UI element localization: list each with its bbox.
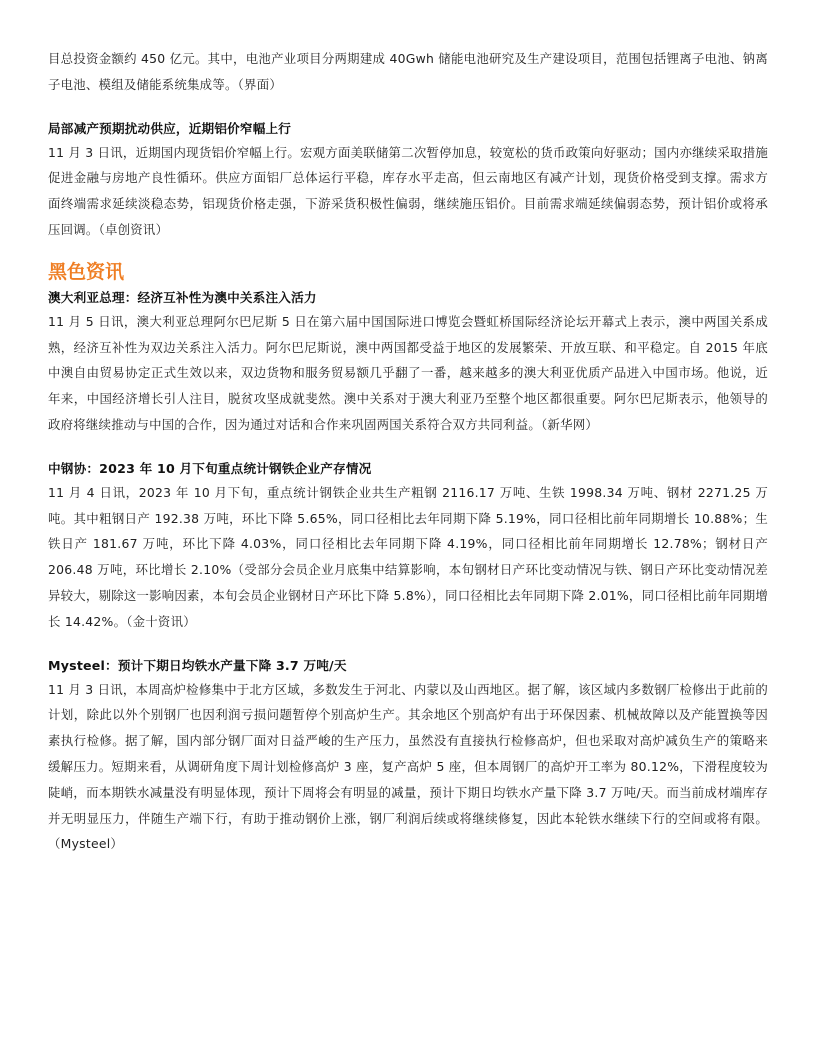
spacer [48, 243, 768, 257]
intro-paragraph: 目总投资金额约 450 亿元。其中，电池产业项目分两期建成 40Gwh 储能电池研究及生产建设项目，范围包括锂离子电池、钠离子电池、模组及储能系统集成等。（界面） [48, 51, 768, 92]
article-body-mysteel: 11 月 3 日讯，本周高炉检修集中于北方区域，多数发生于河北、内蒙以及山西地区。据了解，该区域内多数钢厂检修出于此前的计划，除此以外个别钢厂也因利润亏损问题暂停个别高炉生产。其余地区个别高炉有出于环保因素、机械故障以及产能置换等因素执行检修。据了解，国内部分钢厂面对日益严峻的生产压力，虽然没有直接执行检修高炉，但也采取对高炉减负生产的策略来缓解压力。短期来看，从调研角度下周计划检修高炉 3 座，复产高炉 5 座，但本周钢厂的高炉开工率为 80.12%，下滑程度较为陡峭，而本期铁水减量没有明显体现，预计下周将会有明显的减量，预计下期日均铁水产量下降 3.7 万吨/天。而当前成材端库存并无明显压力，伴随生产端下行，有助于推动钢价上涨，钢厂利润后续或将继续修复，因此本轮铁水继续下行的空间或将有限。（Mysteel） [48, 681, 768, 852]
article-body-cisa: 11 月 4 日讯，2023 年 10 月下旬，重点统计钢铁企业共生产粗钢 2116.17 万吨、生铁 1998.34 万吨、钢材 2271.25 万吨。其中粗钢日产 192.38 万吨，环比下降 5.65%，同口径相比去年同期下降 5.19%，同口径相比前年同期增长 10.88%；生铁日产 181.67 万吨，环比下降 4.03%，同口径相比去年同期下降 4.19%，同口径相比前年同期增长 12.78%；钢材日产 206.48 万吨，环比增长 2.10%（受部分会员企业月底集中结算影响，本旬钢材日产环比变动情况与铁、钢日产环比变动情况差异较大，剔除这一影响因素，本旬会员企业钢材日产环比下降 5.8%），同口径相比去年同期下降 2.01%，同口径相比前年同期增长 14.42%。（金十资讯） [48, 484, 768, 629]
section-title-black-news: 黑色资讯 [48, 260, 125, 283]
spacer [48, 438, 768, 458]
article-body-aluminum: 11 月 3 日讯，近期国内现货铝价窄幅上行。宏观方面美联储第二次暂停加息，较宽松的货币政策向好驱动；国内亦继续采取措施促进金融与房地产良性循环。供应方面铝厂总体运行平稳，库存水平走高，但云南地区有减产计划，现货价格受到支撑。需求方面终端需求延续淡稳态势，铝现货价格走强，下游采货积极性偏弱，继续施压铝价。目前需求端延续偏弱态势，预计铝价或将承压回调。（卓创资讯） [48, 144, 768, 237]
spacer [48, 635, 768, 655]
article-heading-cisa: 中钢协：2023 年 10 月下旬重点统计钢铁企业产存情况 [48, 460, 372, 476]
article-heading-mysteel: Mysteel：预计下期日均铁水产量下降 3.7 万吨/天 [48, 657, 347, 673]
article-heading-aluminum: 局部减产预期扰动供应，近期铝价窄幅上行 [48, 120, 292, 136]
document-page [48, 46, 768, 857]
article-heading-australia: 澳大利亚总理：经济互补性为澳中关系注入活力 [48, 289, 317, 305]
spacer [48, 98, 768, 118]
article-body-australia: 11 月 5 日讯，澳大利亚总理阿尔巴尼斯 5 日在第六届中国国际进口博览会暨虹桥国际经济论坛开幕式上表示，澳中两国关系成熟，经济互补性为双边关系注入活力。阿尔巴尼斯说，澳中两国都受益于地区的发展繁荣、开放互联、和平稳定。自 2015 年底中澳自由贸易协定正式生效以来，双边货物和服务贸易额几乎翻了一番，越来越多的澳大利亚优质产品进入中国市场。他说，近年来，中国经济增长引人注目，脱贫攻坚成就斐然。澳中关系对于澳大利亚乃至整个地区都很重要。阿尔巴尼斯表示，他领导的政府将继续推动与中国的合作，因为通过对话和合作来巩固两国关系符合双方共同利益。（新华网） [48, 313, 768, 432]
